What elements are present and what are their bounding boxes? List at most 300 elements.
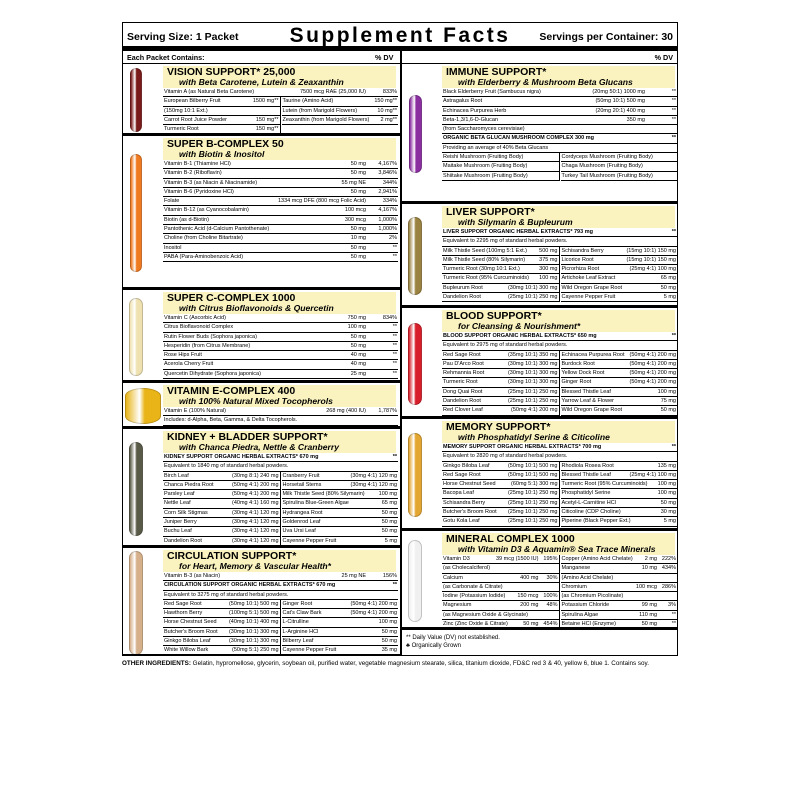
blend-dv: **	[671, 333, 676, 339]
row-amount: 99 mg	[641, 602, 657, 609]
row-label: Cordyceps Mushroom (Fruiting Body)	[561, 154, 653, 161]
table-row	[442, 583, 559, 592]
table-row	[561, 360, 678, 369]
row-label: Ginkgo Biloba Leaf	[164, 638, 211, 645]
row-label: Equivalent to 1840 mg of standard herbal powders.	[164, 463, 289, 470]
row-label: Providing an average of 40% Beta Glucans	[443, 144, 549, 151]
row-amount: 400 mg	[520, 574, 539, 581]
row-amount: (20mg 20:1) 400 mg	[595, 107, 645, 114]
table-row	[442, 555, 559, 564]
row-amount: (25mg 10:1) 250 mg	[507, 388, 558, 395]
row-label: Acetyl-L-Carnitine HCl	[561, 499, 616, 506]
row-label: Picrorhiza Root	[561, 266, 600, 273]
row-label: Rutin Flower Buds (Sophora japonica)	[164, 333, 257, 340]
kidney-equivalent-note	[163, 462, 398, 471]
row-amount: (50mg 4:1) 200 mg	[232, 481, 279, 488]
circulation-equivalent-note	[163, 591, 398, 600]
table-row	[163, 116, 280, 125]
row-dv: 834%	[382, 315, 397, 321]
table-row	[163, 125, 280, 134]
row-amount: (100mg 5:1) 500 mg	[228, 610, 279, 617]
row-amount: 268 mg (400 IU)	[326, 408, 366, 414]
ccomplex-subtitle: with Citrus Bioflavonoids & Quercetin	[179, 303, 334, 313]
blood-blend-row	[442, 332, 677, 341]
row-amount: 750 mg	[347, 315, 366, 321]
table-row	[442, 471, 559, 480]
table-row	[163, 527, 280, 536]
vision-title: VISION SUPPORT* 25,000	[167, 66, 296, 78]
table-row	[442, 620, 559, 629]
table-row	[163, 188, 398, 197]
row-label: Red Sage Root	[443, 351, 481, 358]
row-dv: 334%	[382, 198, 397, 205]
row-amount: (25mg 4:1) 100 mg	[629, 471, 676, 478]
row-amount: (50mg 4:1) 200 mg	[511, 407, 558, 414]
table-row	[442, 153, 559, 162]
ecomplex-subtitle: with 100% Natural Mixed Tocopherols	[179, 396, 333, 406]
row-label: Nettle Leaf	[164, 500, 191, 507]
row-amount: (30mg 4:1) 120 mg	[232, 528, 279, 535]
row-amount: 50 mg	[381, 528, 397, 535]
row-amount: (15mg 10:1) 150 mg	[626, 256, 676, 263]
row-amount: 40 mg	[350, 352, 366, 359]
row-label: Pau D'Arco Root	[443, 360, 484, 367]
row-label: Quercetin Dihydrate (Sophora japonica)	[164, 370, 261, 377]
row-amount: (40mg 10:1) 400 mg	[228, 619, 279, 626]
memory-title: MEMORY SUPPORT*	[446, 421, 551, 433]
row-label	[443, 629, 466, 630]
vision-rows	[163, 88, 398, 134]
row-dv: **	[671, 621, 676, 628]
table-row	[163, 244, 398, 253]
row-label: Gotu Kola Leaf	[443, 518, 480, 525]
row-amount: (25mg 10:1) 250 mg	[507, 499, 558, 506]
row-label: Choline (from Choline Bitartrate)	[164, 235, 243, 242]
row-amount: (50mg 4:1) 200 mg	[350, 610, 397, 617]
row-dv: **	[392, 352, 397, 359]
kidney-subtitle: with Chanca Piedra, Nettle & Cranberry	[179, 442, 339, 452]
table-row	[163, 472, 280, 481]
section-memory	[402, 419, 678, 531]
row-dv: 1,000%	[378, 216, 397, 223]
immune-left-column	[442, 153, 560, 181]
table-row	[442, 397, 559, 406]
row-label: Vitamin B-1 (Thiamine HCl)	[164, 161, 231, 167]
memory-capsule-image	[408, 433, 422, 517]
circulation-capsule-image	[129, 551, 143, 655]
table-row	[561, 369, 678, 378]
row-label: Milk Thistle Seed (100mg 5:1 Ext.)	[443, 247, 527, 254]
table-row	[442, 172, 559, 181]
row-amount: (25mg 10:1) 250 mg	[507, 490, 558, 497]
row-label: Turmeric Root (30mg 10:1 Ext.)	[443, 266, 520, 273]
immune-subtitle: with Elderberry & Mushroom Beta Glucans	[458, 77, 633, 87]
row-amount: (50mg 4:1) 200 mg	[629, 360, 676, 367]
row-dv: 48%	[546, 602, 558, 609]
row-label: Biotin (as d-Biotin)	[164, 216, 209, 223]
row-amount: 50 mg	[350, 170, 366, 177]
row-amount: 100 mg	[347, 324, 366, 331]
table-row	[282, 518, 399, 527]
mineral-rows	[442, 555, 677, 630]
vision-two-column-grid	[163, 97, 398, 134]
row-label: Bupleurum Root	[443, 284, 483, 291]
table-row	[561, 172, 678, 181]
table-row	[163, 490, 280, 499]
row-label: Horse Chestnut Seed	[164, 619, 217, 626]
row-dv: **	[392, 253, 397, 260]
table-row	[282, 107, 399, 116]
blend-label: CIRCULATION SUPPORT ORGANIC HERBAL EXTRACTS* 670 mg	[164, 582, 336, 589]
row-amount: (30mg 10:1) 300 mg	[507, 370, 558, 377]
row-label: Manganese	[561, 565, 591, 572]
table-row	[561, 256, 678, 265]
immune-capsule-image	[409, 95, 422, 173]
table-row	[561, 620, 678, 629]
vision-left-column	[163, 97, 281, 134]
row-label: Rose Hips Fruit	[164, 352, 202, 359]
row-dv: **	[392, 333, 397, 340]
row-amount: 135 mg	[657, 462, 676, 469]
circulation-blend-row	[163, 581, 398, 590]
row-label: Yellow Dock Root	[561, 370, 605, 377]
row-label: Yarrow Leaf & Flower	[561, 398, 614, 405]
table-row	[163, 234, 398, 243]
blend-label: LIVER SUPPORT ORGANIC HERBAL EXTRACTS* 793 mg	[443, 229, 593, 235]
row-dv: 4,167%	[378, 207, 397, 214]
table-row	[442, 125, 677, 134]
row-amount: (30mg 4:1) 120 mg	[350, 472, 397, 479]
row-amount: 7500 mcg RAE (25,000 IU)	[299, 89, 366, 95]
each-packet-label: Each Packet Contains:	[127, 53, 205, 62]
table-row	[282, 609, 399, 618]
row-amount: 100 mg	[378, 491, 397, 498]
row-amount: 25 mg NE	[341, 573, 366, 579]
panel-header	[123, 23, 677, 51]
table-row	[561, 555, 678, 564]
row-dv: 195%	[543, 556, 558, 562]
row-amount: 75 mg	[660, 398, 676, 405]
row-amount: (30mg 10:1) 300 mg	[507, 360, 558, 367]
table-row	[442, 247, 559, 256]
table-row	[561, 351, 678, 360]
row-amount: 5 mg	[663, 518, 676, 525]
row-label: Iodine (Potassium Iodide)	[443, 593, 506, 600]
row-label: Reishi Mushroom (Fruiting Body)	[443, 154, 524, 161]
row-dv: 30%	[546, 574, 558, 581]
row-amount: 50 mg	[350, 253, 366, 260]
supplement-facts-panel	[122, 22, 678, 656]
row-amount: 50 mg	[350, 244, 366, 251]
section-ccomplex	[123, 290, 400, 383]
row-amount: 150 mg**	[255, 126, 279, 133]
row-amount: (50mg 10:1) 500 mg	[228, 600, 279, 607]
row-amount: 50 mg	[660, 407, 676, 414]
row-amount: 350 mg	[626, 116, 645, 123]
row-amount: (25mg 10:1) 250 mg	[507, 509, 558, 516]
row-amount	[517, 629, 538, 630]
row-label: Turmeric Root	[164, 126, 199, 133]
row-dv: **	[392, 244, 397, 251]
memory-left-column	[442, 462, 560, 527]
row-label: Bacopa Leaf	[443, 490, 474, 497]
row-amount: (50mg 4:1) 200 mg	[350, 600, 397, 607]
table-row	[442, 517, 559, 526]
table-row	[163, 225, 398, 234]
row-label: Blessed Thistle Leaf	[561, 388, 611, 395]
row-label: Cayenne Pepper Fruit	[282, 647, 337, 654]
row-label: Chromium	[561, 583, 587, 590]
row-amount: (25mg 10:1) 250 mg	[507, 518, 558, 525]
table-row	[163, 169, 398, 178]
row-dv: 1,787%	[378, 408, 397, 414]
row-label: Copper (Amino Acid Chelate)	[561, 556, 633, 562]
table-row	[282, 490, 399, 499]
row-label: Inositol	[164, 244, 182, 251]
row-dv: 1,000%	[378, 226, 397, 233]
table-row	[163, 323, 398, 332]
row-label: Black Elderberry Fruit (Sambucus nigra)	[443, 89, 541, 95]
serving-size: Serving Size: 1 Packet	[127, 31, 239, 43]
row-label: Milk Thistle Seed (80% Silymarin)	[282, 491, 365, 498]
row-label: Dandelion Root	[443, 398, 481, 405]
row-label: Rhodiola Rosea Root	[561, 462, 614, 469]
mineral-two-column-grid	[442, 555, 677, 630]
row-label: Ginger Root	[282, 600, 313, 607]
blend-dv: **	[392, 454, 397, 460]
table-row	[561, 508, 678, 517]
blend-label: MEMORY SUPPORT ORGANIC HERBAL EXTRACTS* 700 mg	[443, 444, 602, 450]
row-amount: 2 mg**	[380, 116, 397, 123]
section-kidney	[123, 429, 400, 548]
table-row	[163, 88, 398, 97]
immune-two-column-grid	[442, 153, 677, 181]
row-amount: (15mg 10:1) 150 mg	[626, 247, 676, 254]
row-amount: 50 mg	[381, 638, 397, 645]
row-label: Rehmannia Root	[443, 370, 485, 377]
bcomplex-capsule-image	[130, 154, 142, 272]
row-amount: (20mg 50:1) 1000 mg	[592, 89, 645, 95]
memory-subtitle: with Phosphatidyl Serine & Citicoline	[458, 432, 610, 442]
row-label: Betaine HCl (Enzyme)	[561, 621, 616, 628]
row-dv: **	[392, 370, 397, 377]
row-label: Butcher's Broom Root	[164, 628, 218, 635]
table-row	[163, 370, 398, 379]
row-amount: (30mg 4:1) 120 mg	[232, 537, 279, 544]
row-dv: 434%	[661, 565, 676, 572]
table-row	[561, 611, 678, 620]
table-row	[282, 509, 399, 518]
memory-two-column-grid	[442, 462, 677, 527]
row-amount: 50 mg	[350, 188, 366, 195]
table-row	[163, 216, 398, 225]
ecomplex-rows	[163, 407, 398, 426]
blood-two-column-grid	[442, 351, 677, 416]
row-label: Potassium Chloride	[561, 602, 610, 609]
table-row	[561, 397, 678, 406]
row-amount: 10 mg	[350, 235, 366, 242]
row-amount: 110 mg	[639, 611, 657, 618]
row-label: (as Cholecalciferol)	[443, 565, 491, 572]
table-row	[442, 351, 559, 360]
section-vision	[123, 64, 400, 136]
row-label: Shiitake Mushroom (Fruiting Body)	[443, 172, 528, 179]
liver-right-column	[560, 247, 678, 303]
row-label: Citicoline (CDP Choline)	[561, 509, 621, 516]
row-amount: (60mg 5:1) 300 mg	[511, 481, 558, 488]
table-row	[163, 407, 398, 416]
row-label: Chaga Mushroom (Fruiting Body)	[561, 163, 643, 170]
table-row	[442, 462, 559, 471]
liver-two-column-grid	[442, 247, 677, 303]
row-label: (Amino Acid Chelate)	[561, 574, 614, 581]
row-amount: 100 mcg	[344, 207, 366, 214]
table-row	[163, 97, 280, 106]
table-row	[282, 472, 399, 481]
row-amount: (25mg 10:1) 250 mg	[507, 294, 558, 301]
blend-dv: **	[671, 229, 676, 235]
row-amount: 150 mcg	[517, 593, 539, 600]
row-label: Equivalent to 2295 mg of standard herbal powders.	[443, 238, 568, 245]
table-row	[561, 162, 678, 171]
row-label: Echinacea Purpurea Herb	[443, 107, 507, 114]
dv-footnote: ** Daily Value (DV) not established.	[406, 635, 500, 641]
dv-right-label: % DV	[654, 53, 673, 62]
row-amount: (40mg 4:1) 160 mg	[232, 500, 279, 507]
row-amount: 39 mcg (1500 IU)	[496, 556, 539, 562]
servings-per-container: Servings per Container: 30	[539, 31, 673, 43]
row-amount: (50mg 4:1) 200 mg	[629, 370, 676, 377]
table-row	[163, 179, 398, 188]
table-row	[561, 378, 678, 387]
blood-capsule-image	[408, 323, 422, 405]
memory-equivalent-note	[442, 452, 677, 461]
table-row	[442, 388, 559, 397]
row-dv	[672, 629, 676, 630]
mineral-title: MINERAL COMPLEX 1000	[446, 533, 575, 545]
table-row	[561, 499, 678, 508]
row-amount: 40 mg	[350, 361, 366, 368]
table-row	[442, 564, 559, 573]
table-row	[282, 628, 399, 637]
row-amount: (25mg 4:1) 100 mg	[629, 266, 676, 273]
row-amount: 50 mg	[350, 333, 366, 340]
table-row	[442, 508, 559, 517]
table-row	[561, 274, 678, 283]
row-amount: 30 mg	[660, 509, 676, 516]
table-row	[561, 462, 678, 471]
blend-label: BLOOD SUPPORT ORGANIC HERBAL EXTRACTS* 650 mg	[443, 333, 597, 339]
row-label: Red Sage Root	[443, 471, 481, 478]
table-row	[561, 293, 678, 302]
table-row	[163, 160, 398, 169]
row-label: European Bilberry Fruit	[164, 98, 221, 105]
row-amount: 100 mg	[657, 388, 676, 395]
row-amount: 50 mg	[381, 628, 397, 635]
table-row	[163, 314, 398, 323]
section-ecomplex	[123, 383, 400, 429]
row-label: Vitamin B-6 (Pyridoxine HCl)	[164, 188, 234, 195]
table-row	[163, 537, 280, 546]
row-label: Includes: d-Alpha, Beta, Gamma, & Delta Tocopherols.	[164, 417, 298, 424]
row-label: (from Saccharomyces cerevisiae)	[443, 126, 525, 133]
row-label: (150mg 10:1 Ext.)	[164, 107, 208, 114]
row-amount: 50 mg	[381, 509, 397, 516]
row-amount: 50 mg	[350, 226, 366, 233]
row-label: Goldenrod Leaf	[282, 519, 321, 526]
blend-dv: **	[671, 444, 676, 450]
table-row	[282, 499, 399, 508]
row-dv: 4,167%	[378, 161, 397, 167]
row-amount: (30mg 10:1) 300 mg	[507, 284, 558, 291]
bcomplex-subtitle: with Biotin & Inositol	[179, 149, 265, 159]
row-amount: 55 mg NE	[341, 179, 366, 186]
row-amount: (30mg 4:1) 120 mg	[232, 509, 279, 516]
row-label: Turkey Tail Mushroom (Fruiting Body)	[561, 172, 653, 179]
row-label: Hydrangea Root	[282, 509, 323, 516]
row-amount: (50mg 4:1) 200 mg	[232, 491, 279, 498]
row-label: Astragalus Root	[443, 98, 483, 105]
table-row	[561, 583, 678, 592]
row-label: Schisandra Berry	[561, 247, 604, 254]
row-amount: (50mg 10:1) 500 mg	[507, 462, 558, 469]
table-row	[561, 480, 678, 489]
row-dv: 3%	[668, 602, 676, 609]
blood-rows	[442, 332, 677, 416]
row-amount: 50 mg	[660, 284, 676, 291]
row-label: L-Citrulline	[282, 619, 309, 626]
row-dv: **	[392, 361, 397, 368]
row-amount: 10 mg	[641, 565, 657, 572]
ccomplex-capsule-image	[129, 298, 143, 376]
row-amount: (50mg 10:1) 500 mg	[595, 98, 645, 105]
row-amount: (30mg 8:1) 240 mg	[232, 472, 279, 479]
row-amount: (50mg 5:1) 250 mg	[232, 647, 279, 654]
liver-capsule-image	[408, 217, 422, 295]
table-row	[442, 88, 677, 97]
row-dv: 2,941%	[378, 188, 397, 195]
section-blood	[402, 308, 678, 419]
row-dv: 156%	[382, 573, 397, 579]
mineral-capsule-image	[408, 540, 422, 622]
row-label: Pantothenic Acid (d-Calcium Pantothenate)	[164, 226, 270, 233]
row-amount: 100 mcg	[635, 583, 657, 590]
table-row	[163, 107, 280, 116]
kidney-title: KIDNEY + BLADDER SUPPORT*	[167, 431, 328, 443]
row-label: Echinacea Purpurea Root	[561, 351, 625, 358]
circulation-left-column	[163, 600, 281, 656]
table-row	[163, 572, 398, 581]
table-row	[442, 293, 559, 302]
mineral-right-column	[560, 555, 678, 630]
table-row	[163, 360, 398, 369]
blood-title: BLOOD SUPPORT*	[446, 310, 542, 322]
row-amount: 100 mg	[378, 619, 397, 626]
table-row	[442, 107, 677, 116]
row-amount: 100 mg	[657, 481, 676, 488]
row-amount: 150 mg**	[255, 116, 279, 123]
vision-subtitle: with Beta Carotene, Lutein & Zeaxanthin	[179, 77, 344, 87]
row-label: Maitake Mushroom (Fruiting Body)	[443, 163, 528, 170]
row-label: Vitamin B-2 (Riboflavin)	[164, 170, 222, 177]
row-label: Horse Chestnut Seed	[443, 481, 496, 488]
table-row	[442, 97, 677, 106]
liver-rows	[442, 228, 677, 302]
row-label: Wild Oregon Grape Root	[561, 407, 623, 414]
row-dv: 3,846%	[378, 170, 397, 177]
row-label	[562, 629, 637, 630]
row-label: Magnesium	[443, 602, 472, 609]
